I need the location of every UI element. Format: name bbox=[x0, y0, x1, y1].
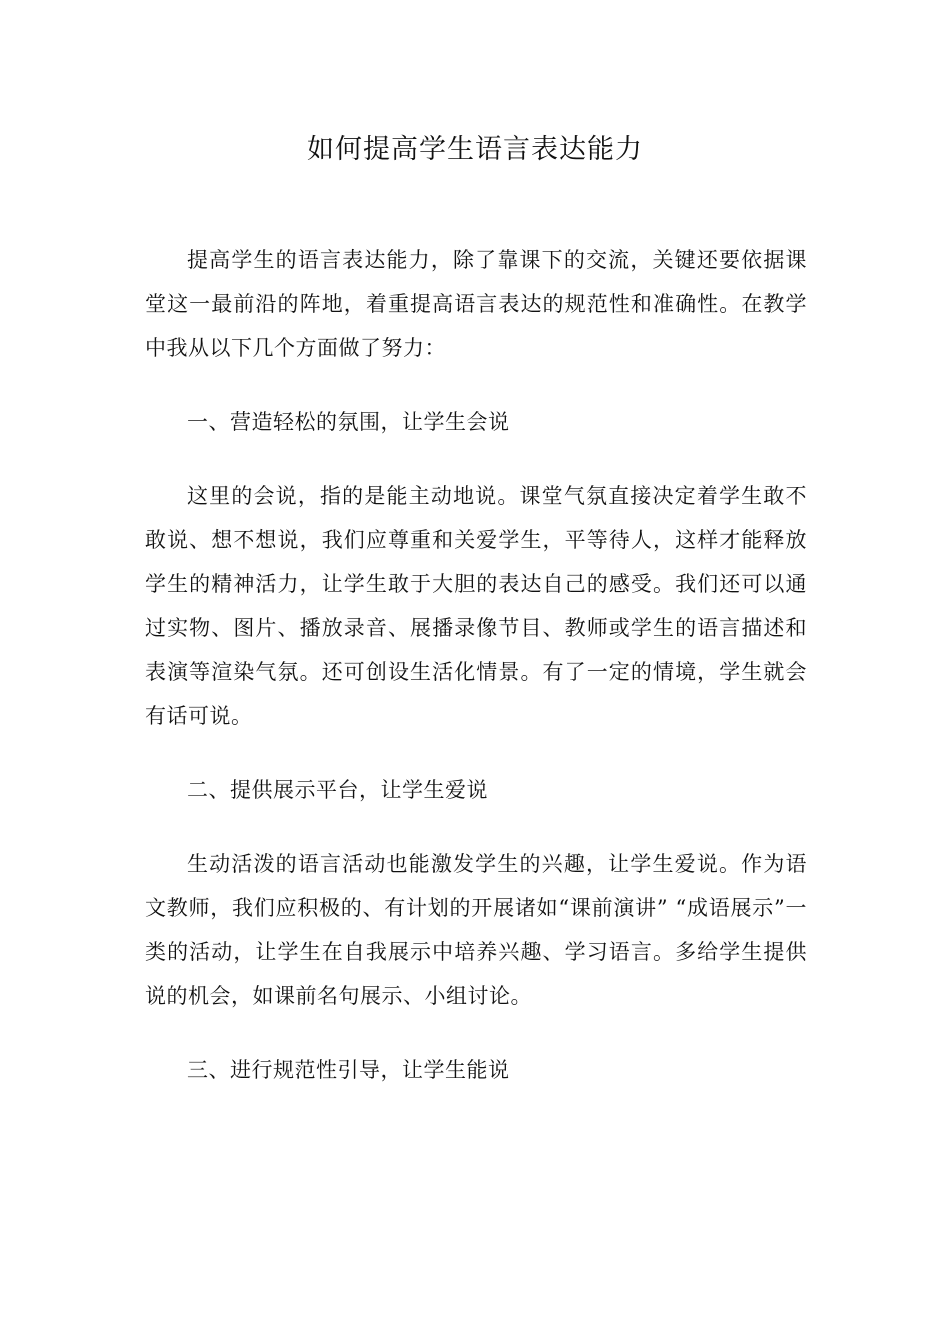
paragraph-spacer bbox=[145, 370, 807, 400]
intro-paragraph: 提高学生的语言表达能力，除了靠课下的交流，关键还要依据课堂这一最前沿的阵地，着重提高语言表达的规范性和准确性。在教学中我从以下几个方面做了努力： bbox=[145, 248, 807, 360]
document-title: 如何提高学生语言表达能力 bbox=[307, 134, 643, 165]
paragraph-spacer bbox=[145, 812, 807, 842]
section-paragraph-1: 这里的会说，指的是能主动地说。课堂气氛直接决定着学生敢不敢说、想不想说，我们应尊重和关爱学生，平等待人，这样才能释放学生的精神活力，让学生敢于大胆的表达自己的感受。我们还可以通过实物、图片、播放录音、展播录像节目、教师或学生的语言描述和表演等渲染气氛。还可创设生活化情景。有了一定的情境，学生就会有话可说。 bbox=[145, 484, 807, 728]
section-paragraph-2: 生动活泼的语言活动也能激发学生的兴趣，让学生爱说。作为语文教师，我们应积极的、有计划的开展诸如“课前演讲” “成语展示”一类的活动，让学生在自我展示中培养兴趣、学习语言。多给学生提供说的机会，如课前名句展示、小组讨论。 bbox=[145, 852, 807, 1008]
section-heading-2: 二、提供展示平台，让学生爱说 bbox=[187, 778, 488, 802]
paragraph-spacer bbox=[145, 738, 807, 768]
section-heading-1: 一、营造轻松的氛围，让学生会说 bbox=[187, 410, 510, 434]
paragraph-spacer bbox=[145, 444, 807, 474]
document-body bbox=[145, 238, 807, 1092]
section-heading-3: 三、进行规范性引导，让学生能说 bbox=[187, 1058, 510, 1082]
paragraph-spacer bbox=[145, 1018, 807, 1048]
